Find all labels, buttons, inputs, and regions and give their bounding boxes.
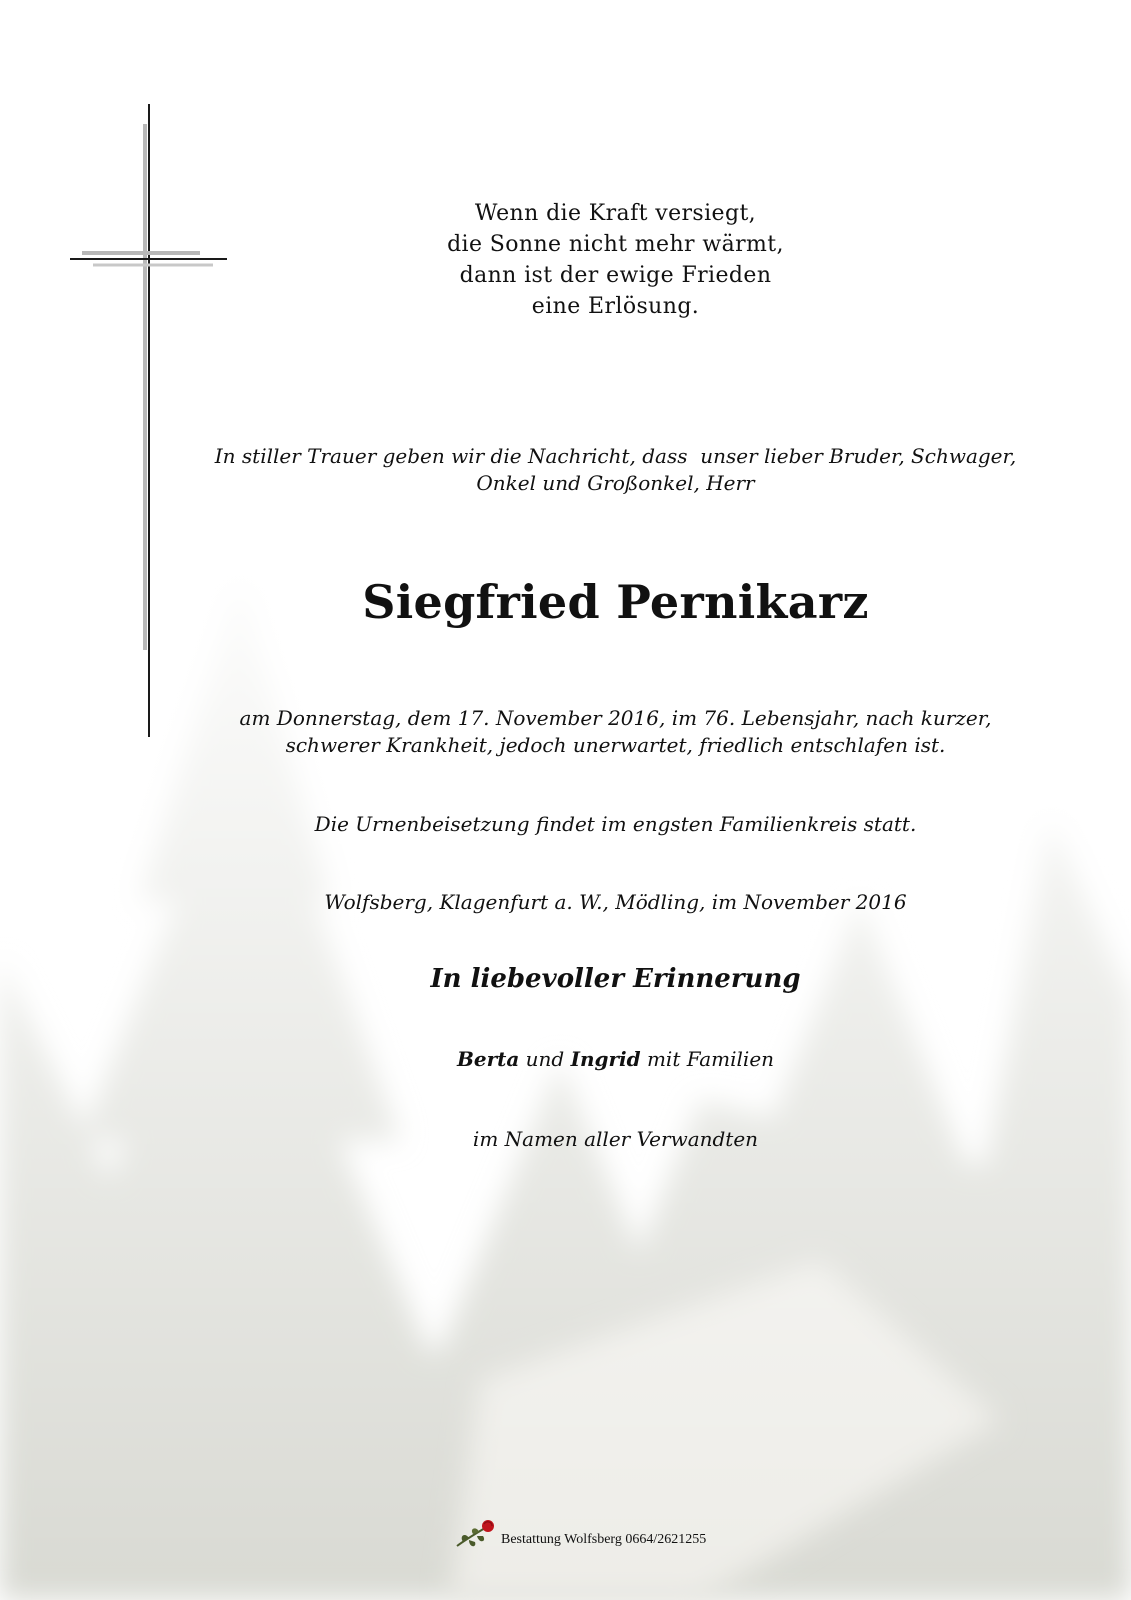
family-name-berta: Berta	[456, 1047, 520, 1071]
funeral-home-contact: Bestattung Wolfsberg 0664/2621255	[501, 1532, 707, 1547]
death-notice	[0, 705, 1131, 759]
family-connector: und	[525, 1047, 565, 1071]
death-notice-line: schwerer Krankheit, jedoch unerwartet, friedlich entschlafen ist.	[285, 733, 946, 757]
deceased-name: Siegfried Pernikarz	[362, 575, 869, 629]
verse-line: dann ist der ewige Frieden	[459, 263, 772, 288]
verse-line: eine Erlösung.	[531, 294, 700, 319]
verse-line: die Sonne nicht mehr wärmt,	[447, 232, 784, 257]
memory-heading: In liebevoller Erinnerung	[430, 964, 801, 994]
burial-information: Die Urnenbeisetzung findet im engsten Familienkreis statt.	[314, 812, 917, 836]
places-and-date: Wolfsberg, Klagenfurt a. W., Mödling, im November 2016	[324, 890, 907, 914]
announcement-intro	[0, 443, 1131, 497]
rose-icon	[455, 1516, 501, 1554]
intro-line: In stiller Trauer geben wir die Nachricht, dass unser lieber Bruder, Schwager,	[214, 444, 1017, 468]
memorial-verse	[0, 198, 1131, 322]
family-name-ingrid: Ingrid	[570, 1047, 641, 1071]
relatives-line: im Namen aller Verwandten	[472, 1127, 759, 1151]
verse-line: Wenn die Kraft versiegt,	[474, 201, 757, 226]
family-suffix: mit Familien	[646, 1047, 775, 1071]
mourning-family	[0, 1046, 1131, 1073]
death-notice-line: am Donnerstag, dem 17. November 2016, im 76. Lebensjahr, nach kurzer,	[239, 706, 992, 730]
intro-line: Onkel und Großonkel, Herr	[476, 471, 755, 495]
funeral-home-footer	[455, 1516, 775, 1556]
